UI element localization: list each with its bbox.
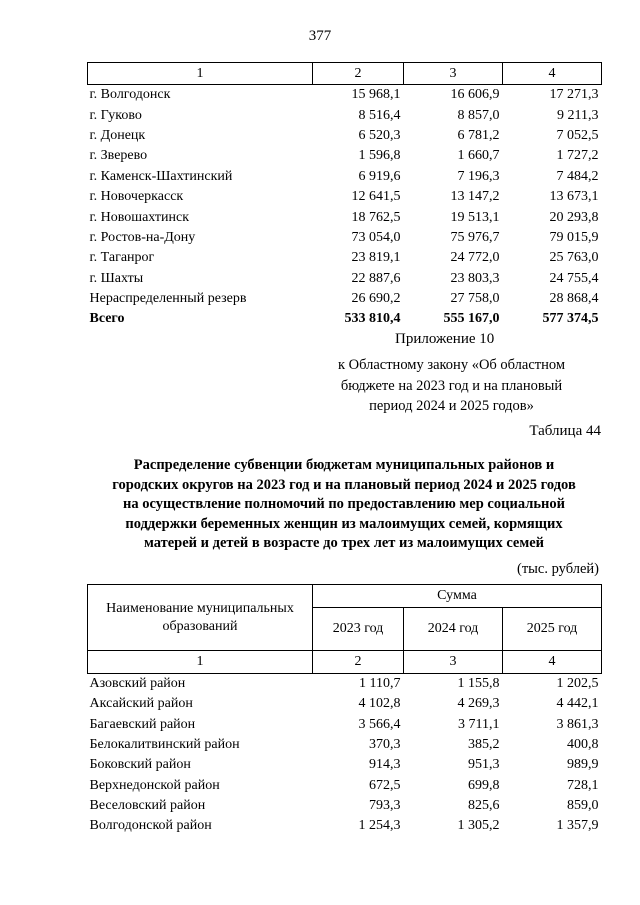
table-row [88, 85, 602, 106]
value-cell: 825,6 [468, 797, 500, 813]
row-name-cell: г. Таганрог [89, 250, 155, 266]
value-cell: 1 305,2 [457, 818, 500, 834]
table-row [88, 105, 602, 125]
column-number: 3 [404, 651, 503, 674]
value-cell: 75 976,7 [450, 229, 500, 245]
column-number: 1 [88, 63, 313, 85]
name-column-header [88, 585, 313, 651]
column-number: 1 [88, 651, 313, 674]
row-name-cell: Белокалитвинский район [89, 737, 240, 753]
table-total-row [88, 309, 602, 329]
row-name-cell: г. Волгодонск [89, 87, 171, 103]
column-number: 3 [404, 63, 503, 85]
table-label: Таблица 44 [529, 423, 601, 439]
heading-line: матерей и детей в возрасте до трех лет из малоимущих семей [143, 535, 545, 552]
table-header-row [88, 585, 602, 608]
value-cell: 4 102,8 [358, 696, 401, 712]
value-cell: 8 516,4 [358, 107, 401, 123]
value-cell: 3 861,3 [556, 716, 599, 732]
units-note: (тыс. рублей) [517, 561, 599, 577]
table-row [88, 715, 602, 735]
value-cell: 8 857,0 [457, 107, 500, 123]
value-cell: 28 868,4 [549, 291, 599, 307]
table-row [88, 796, 602, 816]
header-line: Наименование муниципальных [106, 600, 294, 616]
table-row [88, 755, 602, 775]
header-line: образований [162, 618, 238, 634]
table-row [88, 126, 602, 146]
row-name-cell: г. Шахты [89, 270, 144, 286]
value-cell: 27 758,0 [450, 291, 500, 307]
value-cell: 12 641,5 [351, 189, 401, 205]
row-name-cell: Нераспределенный резерв [89, 291, 247, 307]
value-cell: 4 269,3 [457, 696, 500, 712]
row-name-cell: Всего [89, 311, 125, 327]
table-row [88, 674, 602, 695]
sum-header: Сумма [313, 585, 602, 608]
row-name-cell: Азовский район [89, 676, 186, 692]
value-cell: 24 755,4 [549, 270, 599, 286]
table-column-numbers [88, 651, 602, 674]
value-cell: 13 147,2 [450, 189, 500, 205]
value-cell: 533 810,4 [344, 311, 401, 327]
value-cell: 951,3 [468, 757, 500, 773]
table-row [88, 289, 602, 309]
value-cell: 914,3 [369, 757, 401, 773]
value-cell: 3 711,1 [458, 716, 500, 732]
value-cell: 728,1 [567, 777, 599, 793]
value-cell: 400,8 [567, 737, 599, 753]
value-cell: 9 211,3 [557, 107, 599, 123]
value-cell: 79 015,9 [549, 229, 599, 245]
value-cell: 17 271,3 [549, 87, 599, 103]
value-cell: 19 513,1 [450, 209, 500, 225]
value-cell: 1 596,8 [358, 148, 401, 164]
section-heading [87, 456, 601, 554]
value-cell: 18 762,5 [351, 209, 401, 225]
heading-line: на осуществление полномочий по предоставлению мер социальной [123, 496, 565, 513]
value-cell: 6 781,2 [457, 127, 500, 143]
value-cell: 1 357,9 [556, 818, 599, 834]
row-name-cell: г. Новошахтинск [89, 209, 190, 225]
value-cell: 1 660,7 [457, 148, 500, 164]
appendix-subtitle [300, 355, 603, 417]
value-cell: 672,5 [369, 777, 401, 793]
row-name-cell: Аксайский район [89, 696, 193, 712]
value-cell: 13 673,1 [549, 189, 599, 205]
year-header: 2025 год [503, 608, 602, 651]
value-cell: 7 052,5 [556, 127, 599, 143]
value-cell: 23 819,1 [351, 250, 401, 266]
row-name-cell: г. Ростов-на-Дону [89, 229, 196, 245]
value-cell: 23 803,3 [450, 270, 500, 286]
value-cell: 25 763,0 [549, 250, 599, 266]
value-cell: 16 606,9 [450, 87, 500, 103]
table-row [88, 735, 602, 755]
row-name-cell: г. Зверево [89, 148, 148, 164]
table-row [88, 187, 602, 207]
budget-table-continued [87, 62, 602, 330]
value-cell: 1 110,7 [359, 676, 401, 692]
value-cell: 22 887,6 [351, 270, 401, 286]
value-cell: 26 690,2 [351, 291, 401, 307]
row-name-cell: г. Гуково [89, 107, 142, 123]
row-name-cell: г. Донецк [89, 127, 146, 143]
value-cell: 1 202,5 [556, 676, 599, 692]
appendix-subtitle-line: к Областному закону «Об областном [337, 357, 566, 373]
page-number: 377 [308, 28, 332, 44]
value-cell: 24 772,0 [450, 250, 500, 266]
table-row [88, 816, 602, 836]
row-name-cell: Боковский район [89, 757, 191, 773]
table-row [88, 269, 602, 289]
value-cell: 20 293,8 [549, 209, 599, 225]
row-name-cell: Волгодонской район [89, 818, 212, 834]
value-cell: 577 374,5 [542, 311, 599, 327]
subvention-table [87, 584, 602, 836]
value-cell: 1 155,8 [457, 676, 500, 692]
appendix-subtitle-line: период 2024 и 2025 годов» [369, 398, 534, 414]
value-cell: 1 727,2 [556, 148, 599, 164]
value-cell: 73 054,0 [351, 229, 401, 245]
value-cell: 15 968,1 [351, 87, 401, 103]
table-column-numbers [88, 63, 602, 85]
row-name-cell: г. Каменск-Шахтинский [89, 168, 233, 184]
value-cell: 6 919,6 [358, 168, 401, 184]
value-cell: 859,0 [567, 797, 599, 813]
row-name-cell: г. Новочеркасск [89, 189, 184, 205]
appendix-subtitle-line: бюджете на 2023 год и на плановый [340, 377, 563, 394]
column-number: 4 [503, 651, 602, 674]
table-row [88, 207, 602, 227]
value-cell: 699,8 [468, 777, 500, 793]
heading-line: городских округов на 2023 год и на плановый период 2024 и 2025 годов [112, 476, 576, 493]
value-cell: 989,9 [567, 757, 599, 773]
table-row [88, 248, 602, 268]
row-name-cell: Багаевский район [89, 716, 196, 732]
value-cell: 385,2 [468, 737, 500, 753]
column-number: 4 [503, 63, 602, 85]
table-row [88, 775, 602, 795]
value-cell: 4 442,1 [556, 696, 599, 712]
value-cell: 3 566,4 [358, 716, 401, 732]
value-cell: 555 167,0 [443, 311, 500, 327]
value-cell: 370,3 [369, 737, 401, 753]
value-cell: 6 520,3 [358, 127, 401, 143]
value-cell: 7 196,3 [457, 168, 500, 184]
column-number: 2 [313, 63, 404, 85]
table-row [88, 228, 602, 248]
row-name-cell: Верхнедонской район [89, 777, 220, 793]
value-cell: 1 254,3 [358, 818, 401, 834]
year-header: 2024 год [404, 608, 503, 651]
row-name-cell: Веселовский район [89, 797, 206, 813]
value-cell: 7 484,2 [556, 168, 599, 184]
appendix-title: Приложение 10 [395, 331, 495, 347]
column-number: 2 [313, 651, 404, 674]
heading-line: поддержки беременных женщин из малоимущих семей, кормящих [125, 515, 563, 532]
heading-line: Распределение субвенции бюджетам муниципальных районов и [133, 457, 555, 473]
value-cell: 793,3 [369, 797, 401, 813]
table-row [88, 146, 602, 166]
table-row [88, 694, 602, 714]
year-header: 2023 год [313, 608, 404, 651]
table-row [88, 167, 602, 187]
